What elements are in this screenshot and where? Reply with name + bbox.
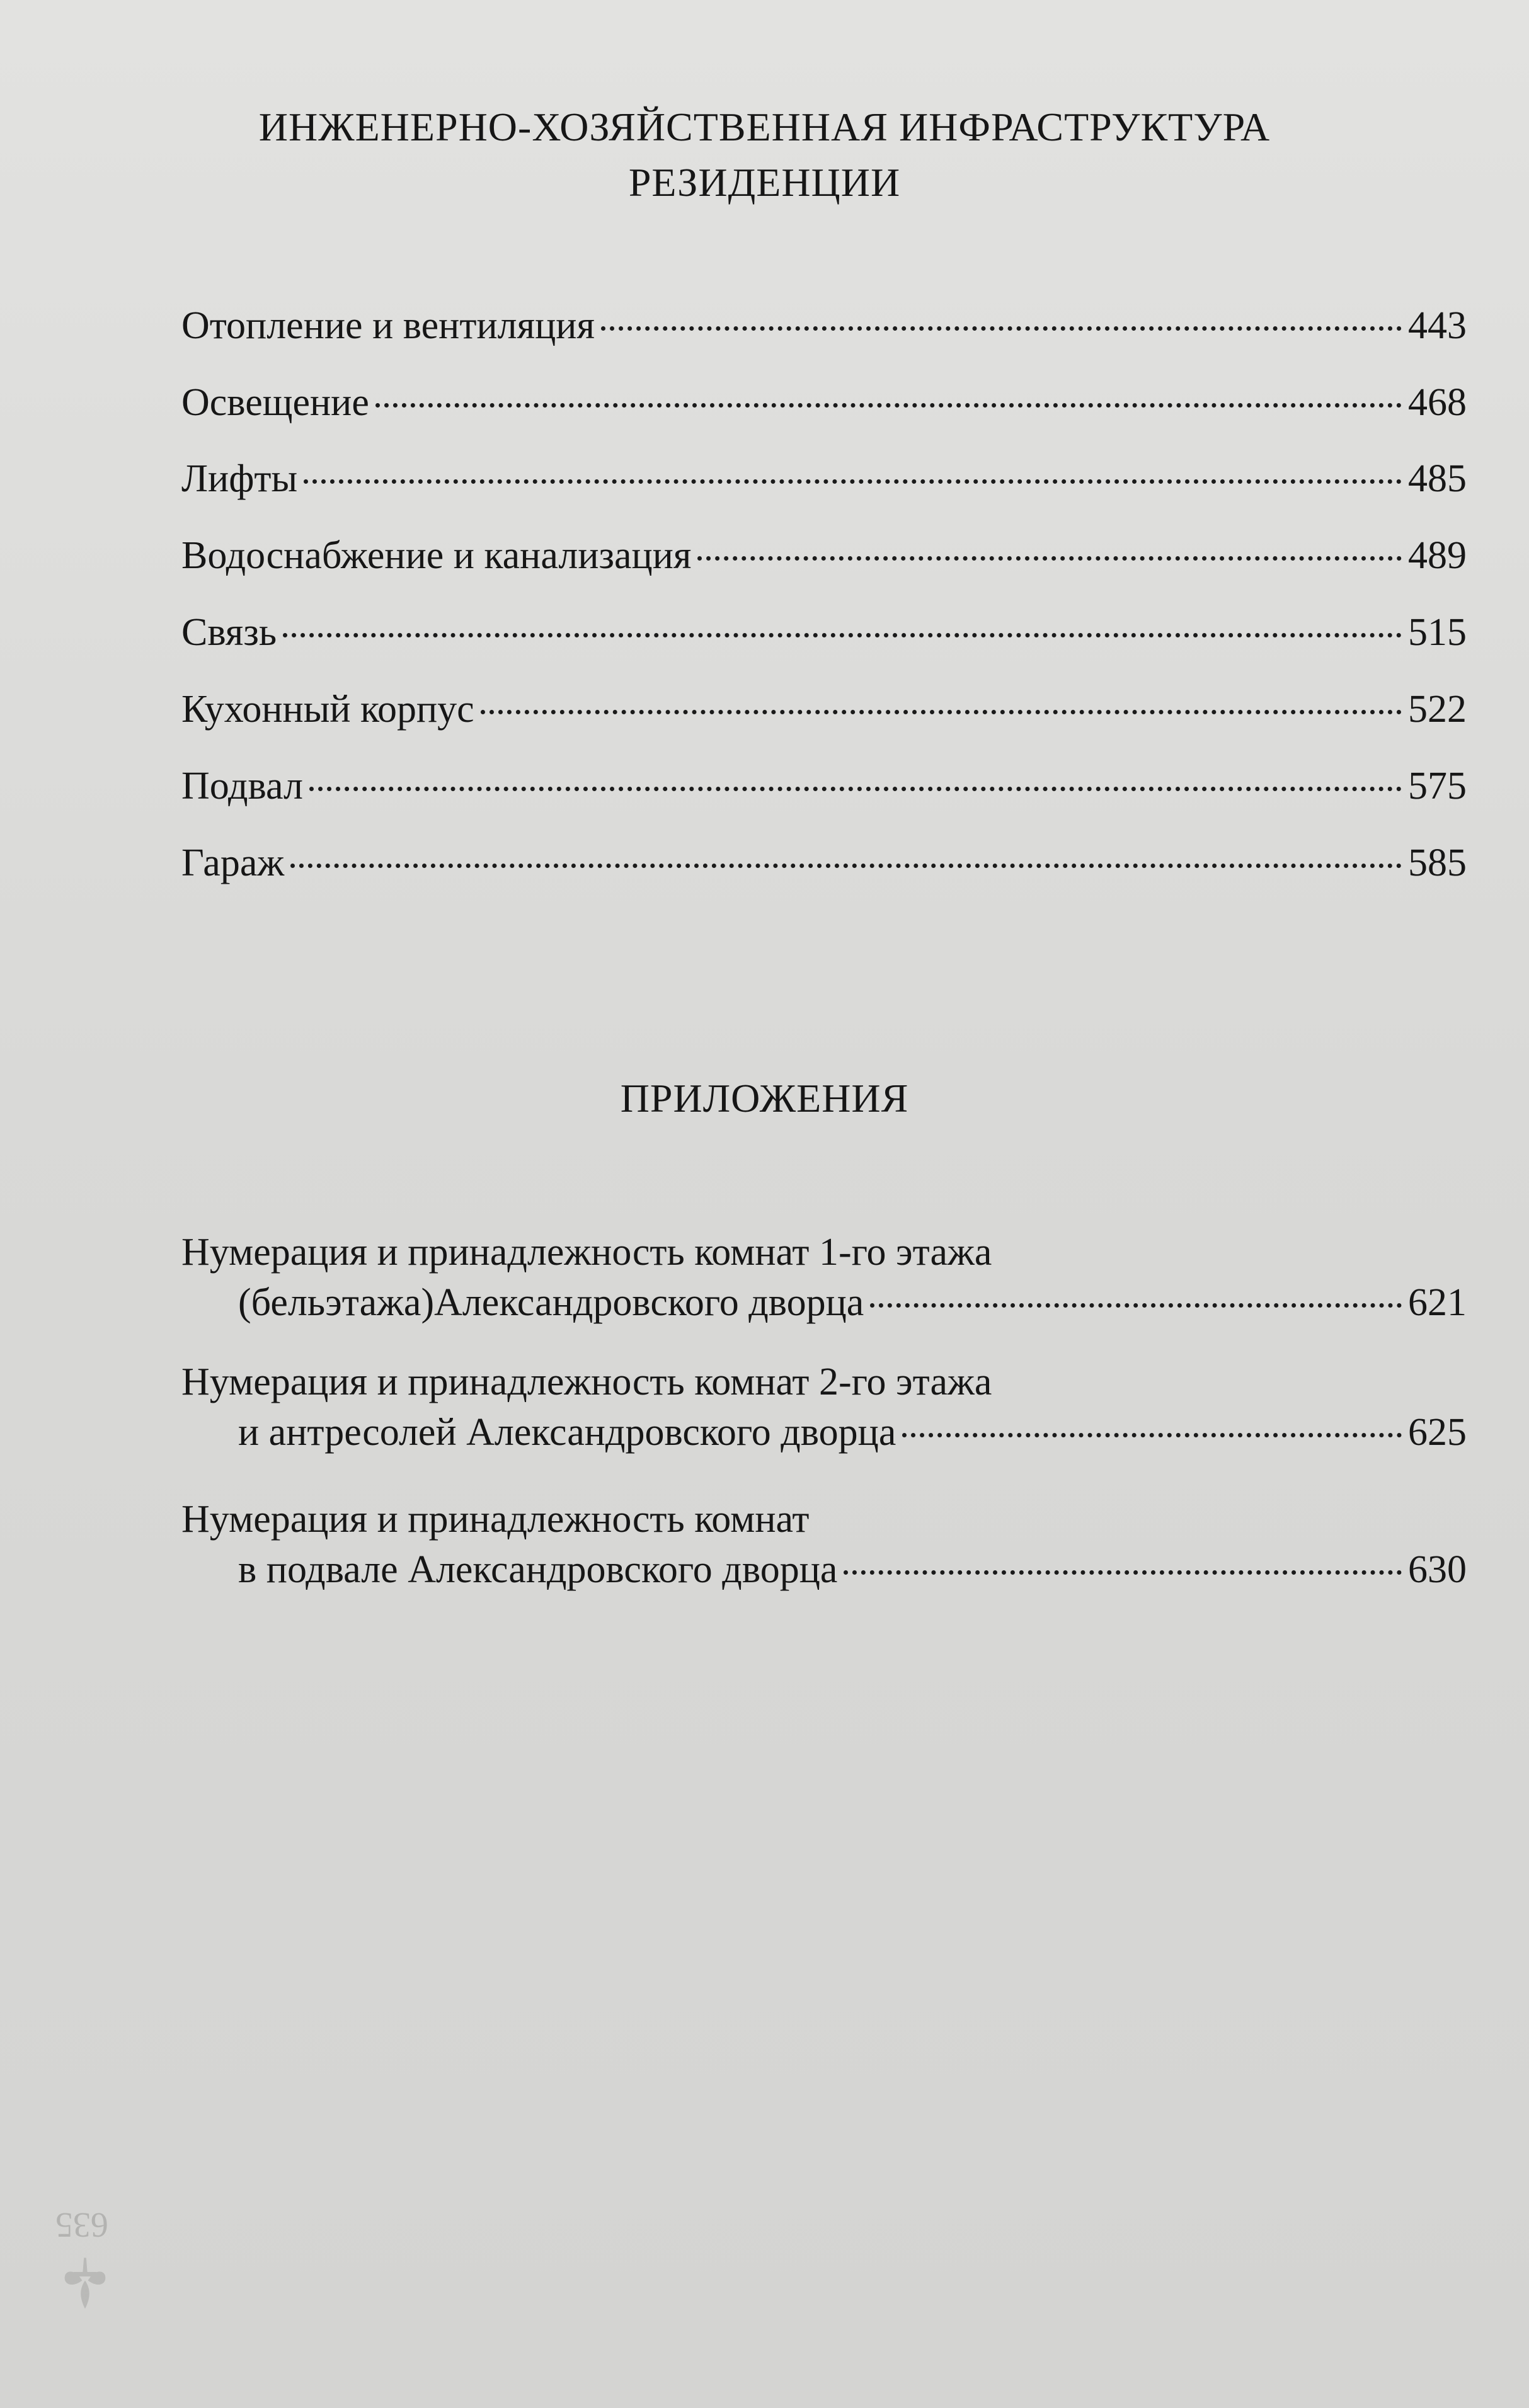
section-heading-appendices: ПРИЛОЖЕНИЯ bbox=[620, 1076, 909, 1121]
section-heading-line-2: РЕЗИДЕНЦИИ bbox=[628, 160, 901, 205]
dot-leader bbox=[290, 864, 1402, 868]
toc-entry-page: 625 bbox=[1408, 1411, 1467, 1454]
toc-entry-page: 515 bbox=[1408, 611, 1467, 654]
toc-entry-label: Отопление и вентиляция bbox=[181, 304, 595, 347]
toc-entry[interactable] bbox=[181, 300, 1467, 351]
toc-entry-label-line-2: и антресолей Александровского дворца bbox=[238, 1411, 896, 1454]
toc-entry-label: Кухонный корпус bbox=[181, 688, 474, 731]
dot-leader bbox=[601, 326, 1402, 331]
toc-entry[interactable] bbox=[181, 684, 1467, 734]
toc-entry-label: Связь bbox=[181, 611, 277, 654]
toc-entry-page: 585 bbox=[1408, 842, 1467, 884]
toc-entry[interactable] bbox=[181, 377, 1467, 428]
toc-entry-page: 575 bbox=[1408, 765, 1467, 807]
toc-entry-page: 443 bbox=[1408, 304, 1467, 347]
toc-entry-page: 621 bbox=[1408, 1281, 1467, 1324]
toc-entry-page: 489 bbox=[1408, 534, 1467, 577]
dot-leader bbox=[697, 556, 1402, 561]
toc-entry-label: Гараж bbox=[181, 842, 285, 884]
page-number: 635 bbox=[55, 2205, 108, 2244]
dot-leader bbox=[481, 710, 1402, 714]
toc-entry-multiline[interactable] bbox=[181, 1494, 1467, 1595]
toc-entry-multiline[interactable] bbox=[181, 1227, 1467, 1328]
dot-leader bbox=[304, 479, 1402, 484]
toc-entry-page: 468 bbox=[1408, 381, 1467, 424]
toc-entry-label-line-1: Нумерация и принадлежность комнат 2-го этажа bbox=[181, 1361, 992, 1403]
dot-leader bbox=[844, 1570, 1402, 1575]
section-heading-infrastructure bbox=[0, 100, 1529, 210]
dot-leader bbox=[309, 787, 1402, 791]
toc-entry-label: Лифты bbox=[181, 457, 298, 500]
toc-entry-page: 485 bbox=[1408, 457, 1467, 500]
toc-entry-label-line-1: Нумерация и принадлежность комнат bbox=[181, 1498, 810, 1541]
toc-entry[interactable] bbox=[181, 761, 1467, 811]
toc-entry[interactable] bbox=[181, 607, 1467, 658]
toc-entry-label: Освещение bbox=[181, 381, 369, 424]
dot-leader bbox=[902, 1433, 1402, 1437]
toc-entry-label-line-2: (бельэтажа)Александровского дворца bbox=[238, 1281, 864, 1324]
toc-entry-label-line-2: в подвале Александровского дворца bbox=[238, 1548, 838, 1591]
toc-entry[interactable] bbox=[181, 530, 1467, 581]
dot-leader bbox=[870, 1303, 1402, 1308]
toc-entry-page: 630 bbox=[1408, 1548, 1467, 1591]
fleur-de-lis-icon bbox=[57, 2255, 113, 2312]
toc-entry[interactable] bbox=[181, 454, 1467, 504]
dot-leader bbox=[283, 633, 1402, 637]
section-heading-line-1: ИНЖЕНЕРНО-ХОЗЯЙСТВЕННАЯ ИНФРАСТРУКТУРА bbox=[258, 105, 1271, 149]
dot-leader bbox=[375, 403, 1402, 408]
toc-entry-label: Водоснабжение и канализация bbox=[181, 534, 692, 577]
toc-entry-multiline[interactable] bbox=[181, 1357, 1467, 1458]
toc-entry[interactable] bbox=[181, 838, 1467, 888]
toc-entry-label: Подвал bbox=[181, 765, 303, 807]
toc-entry-label-line-1: Нумерация и принадлежность комнат 1-го этажа bbox=[181, 1231, 992, 1274]
toc-entry-page: 522 bbox=[1408, 688, 1467, 731]
